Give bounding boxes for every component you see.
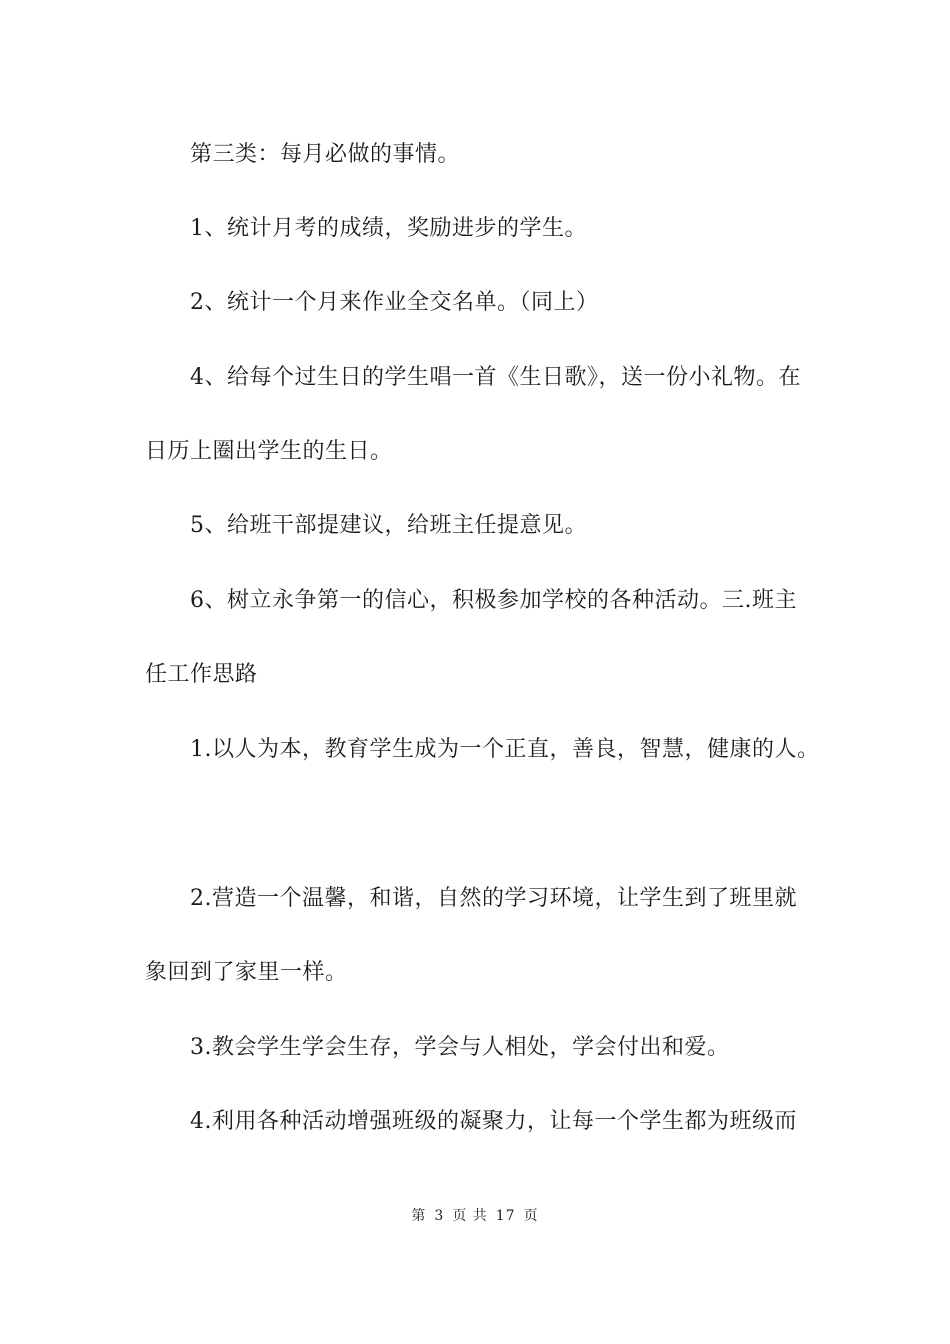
paragraph-item-4-continued: 日历上圈出学生的生日。 bbox=[145, 439, 393, 464]
paragraph-idea-4: 4.利用各种活动增强班级的凝聚力，让每一个学生都为班级而 bbox=[190, 1109, 797, 1134]
paragraph-item-1: 1、统计月考的成绩，奖励进步的学生。 bbox=[190, 216, 587, 241]
paragraph-idea-1: 1.以人为本，教育学生成为一个正直，善良，智慧，健康的人。 bbox=[190, 737, 820, 762]
paragraph-item-5: 5、给班干部提建议，给班主任提意见。 bbox=[190, 513, 587, 538]
paragraph-item-2: 2、统计一个月来作业全交名单。（同上） bbox=[190, 290, 599, 315]
page-footer bbox=[0, 1206, 950, 1226]
paragraph-section-heading: 第三类：每月必做的事情。 bbox=[190, 142, 461, 167]
footer-suffix: 页 bbox=[523, 1208, 539, 1224]
paragraph-item-4: 4、给每个过生日的学生唱一首《生日歌》，送一份小礼物。在 bbox=[190, 365, 801, 390]
footer-current-page: 3 bbox=[434, 1208, 445, 1224]
paragraph-idea-2: 2.营造一个温馨，和谐，自然的学习环境，让学生到了班里就 bbox=[190, 886, 797, 911]
footer-middle: 页 共 bbox=[452, 1208, 488, 1224]
paragraph-idea-2-continued: 象回到了家里一样。 bbox=[145, 960, 348, 985]
paragraph-item-6-continued: 任工作思路 bbox=[145, 662, 258, 687]
paragraph-idea-3: 3.教会学生学会生存，学会与人相处，学会付出和爱。 bbox=[190, 1035, 730, 1060]
footer-prefix: 第 bbox=[411, 1208, 427, 1224]
footer-total-pages: 17 bbox=[495, 1208, 516, 1224]
paragraph-item-6: 6、树立永争第一的信心，积极参加学校的各种活动。三.班主 bbox=[190, 588, 797, 613]
